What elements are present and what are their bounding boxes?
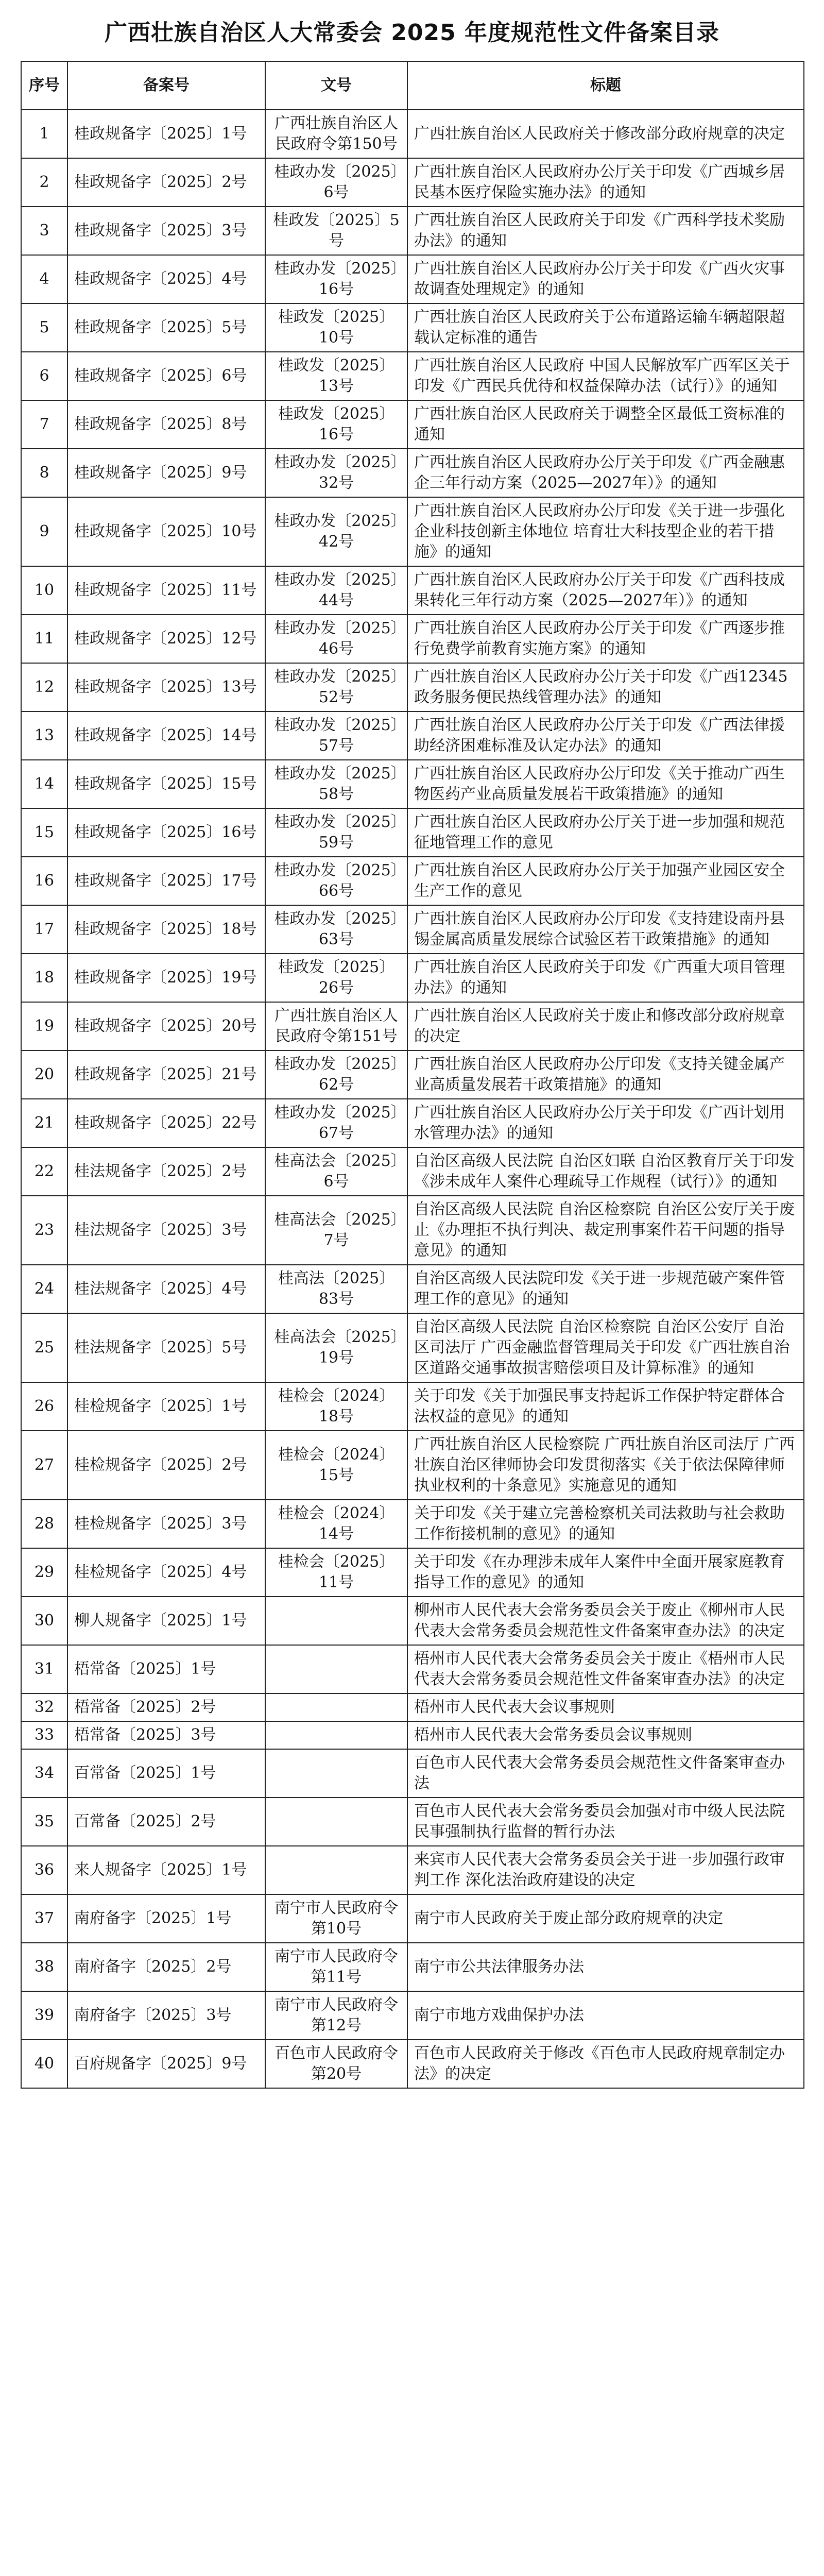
cell-title: 百色市人民代表大会常务委员会规范性文件备案审查办法 (407, 1749, 804, 1798)
cell-doc: 桂政办发〔2025〕67号 (265, 1099, 407, 1147)
cell-title: 广西壮族自治区人民检察院 广西壮族自治区司法厅 广西壮族自治区律师协会印发贯彻落实《关于依法保障律师执业权利的十条意见》实施意见的通知 (407, 1431, 804, 1500)
cell-title: 广西壮族自治区人民政府办公厅关于加强产业园区安全生产工作的意见 (407, 857, 804, 905)
cell-no: 40 (21, 2040, 67, 2088)
cell-title: 广西壮族自治区人民政府关于修改部分政府规章的决定 (407, 110, 804, 158)
table-row (21, 1265, 804, 1313)
cell-doc: 桂检会〔2025〕11号 (265, 1548, 407, 1597)
table-row (21, 615, 804, 663)
table-row (21, 110, 804, 158)
cell-record: 桂法规备字〔2025〕2号 (67, 1147, 265, 1196)
cell-no: 26 (21, 1382, 67, 1431)
cell-title: 广西壮族自治区人民政府关于印发《广西重大项目管理办法》的通知 (407, 954, 804, 1002)
cell-title: 百色市人民代表大会常务委员会加强对市中级人民法院民事强制执行监督的暂行办法 (407, 1798, 804, 1846)
cell-record: 柳人规备字〔2025〕1号 (67, 1597, 265, 1645)
cell-doc: 桂政发〔2025〕16号 (265, 400, 407, 449)
cell-record: 桂政规备字〔2025〕16号 (67, 808, 265, 857)
table-row (21, 1500, 804, 1548)
cell-doc: 桂政办发〔2025〕58号 (265, 760, 407, 808)
table-row (21, 2040, 804, 2088)
cell-record: 桂政规备字〔2025〕22号 (67, 1099, 265, 1147)
cell-no: 15 (21, 808, 67, 857)
cell-doc: 桂政办发〔2025〕6号 (265, 158, 407, 207)
cell-no: 38 (21, 1943, 67, 1991)
cell-record: 南府备字〔2025〕2号 (67, 1943, 265, 1991)
cell-title: 广西壮族自治区人民政府办公厅关于印发《广西科技成果转化三年行动方案（2025—2027年）》的通知 (407, 566, 804, 615)
cell-doc: 桂高法会〔2025〕7号 (265, 1196, 407, 1265)
table-row (21, 1382, 804, 1431)
cell-no: 27 (21, 1431, 67, 1500)
cell-doc: 广西壮族自治区人民政府令第150号 (265, 110, 407, 158)
cell-title: 广西壮族自治区人民政府关于印发《广西科学技术奖励办法》的通知 (407, 207, 804, 255)
cell-record: 桂政规备字〔2025〕3号 (67, 207, 265, 255)
cell-title: 广西壮族自治区人民政府办公厅印发《支持建设南丹县锡金属高质量发展综合试验区若干政策措施》的通知 (407, 905, 804, 954)
table-row (21, 954, 804, 1002)
table-row (21, 1749, 804, 1798)
cell-doc: 桂政发〔2025〕5号 (265, 207, 407, 255)
cell-title: 自治区高级人民法院 自治区检察院 自治区公安厅 自治区司法厅 广西金融监督管理局关于印发《广西壮族自治区道路交通事故损害赔偿项目及计算标准》的通知 (407, 1313, 804, 1382)
cell-record: 桂政规备字〔2025〕2号 (67, 158, 265, 207)
cell-doc: 桂政办发〔2025〕42号 (265, 497, 407, 566)
cell-record: 桂检规备字〔2025〕3号 (67, 1500, 265, 1548)
cell-title: 广西壮族自治区人民政府办公厅关于进一步加强和规范征地管理工作的意见 (407, 808, 804, 857)
cell-doc: 桂政办发〔2025〕32号 (265, 449, 407, 497)
table-row (21, 1196, 804, 1265)
cell-doc: 桂检会〔2024〕14号 (265, 1500, 407, 1548)
table-row (21, 352, 804, 400)
table-row (21, 566, 804, 615)
cell-title: 关于印发《关于建立完善检察机关司法救助与社会救助工作衔接机制的意见》的通知 (407, 1500, 804, 1548)
cell-doc: 桂高法会〔2025〕19号 (265, 1313, 407, 1382)
cell-title: 来宾市人民代表大会常务委员会关于进一步加强行政审判工作 深化法治政府建设的决定 (407, 1846, 804, 1894)
cell-record: 桂检规备字〔2025〕2号 (67, 1431, 265, 1500)
table-row (21, 1147, 804, 1196)
cell-doc: 南宁市人民政府令第12号 (265, 1991, 407, 2040)
cell-doc: 桂检会〔2024〕15号 (265, 1431, 407, 1500)
header-title: 标题 (407, 61, 804, 110)
cell-no: 18 (21, 954, 67, 1002)
cell-no: 30 (21, 1597, 67, 1645)
cell-record: 桂政规备字〔2025〕4号 (67, 255, 265, 303)
cell-record: 桂法规备字〔2025〕4号 (67, 1265, 265, 1313)
table-row (21, 1313, 804, 1382)
cell-record: 南府备字〔2025〕3号 (67, 1991, 265, 2040)
cell-doc: 桂政发〔2025〕10号 (265, 303, 407, 352)
cell-title: 南宁市人民政府关于废止部分政府规章的决定 (407, 1894, 804, 1943)
cell-title: 广西壮族自治区人民政府办公厅印发《关于进一步强化企业科技创新主体地位 培育壮大科技型企业的若干措施》的通知 (407, 497, 804, 566)
cell-title: 梧州市人民代表大会议事规则 (407, 1693, 804, 1721)
table-row (21, 1991, 804, 2040)
cell-no: 28 (21, 1500, 67, 1548)
cell-doc (265, 1721, 407, 1749)
cell-no: 20 (21, 1050, 67, 1099)
cell-doc: 桂高法会〔2025〕6号 (265, 1147, 407, 1196)
cell-no: 33 (21, 1721, 67, 1749)
cell-doc: 南宁市人民政府令第11号 (265, 1943, 407, 1991)
cell-record: 梧常备〔2025〕2号 (67, 1693, 265, 1721)
document-title: 广西壮族自治区人大常委会 2025 年度规范性文件备案目录 (104, 20, 720, 46)
cell-title: 关于印发《在办理涉未成年人案件中全面开展家庭教育指导工作的意见》的通知 (407, 1548, 804, 1597)
cell-title: 广西壮族自治区人民政府关于调整全区最低工资标准的通知 (407, 400, 804, 449)
table-row (21, 1846, 804, 1894)
cell-doc: 桂政发〔2025〕26号 (265, 954, 407, 1002)
table-row (21, 1943, 804, 1991)
table-row (21, 1050, 804, 1099)
cell-doc: 桂检会〔2024〕18号 (265, 1382, 407, 1431)
cell-record: 梧常备〔2025〕3号 (67, 1721, 265, 1749)
table-row (21, 1645, 804, 1693)
cell-no: 39 (21, 1991, 67, 2040)
table-row (21, 711, 804, 760)
table-row (21, 158, 804, 207)
cell-record: 桂政规备字〔2025〕10号 (67, 497, 265, 566)
cell-record: 桂政规备字〔2025〕17号 (67, 857, 265, 905)
cell-no: 24 (21, 1265, 67, 1313)
cell-record: 桂政规备字〔2025〕14号 (67, 711, 265, 760)
cell-no: 4 (21, 255, 67, 303)
cell-record: 桂检规备字〔2025〕1号 (67, 1382, 265, 1431)
cell-record: 桂政规备字〔2025〕1号 (67, 110, 265, 158)
cell-doc (265, 1693, 407, 1721)
cell-record: 桂政规备字〔2025〕6号 (67, 352, 265, 400)
table-row (21, 400, 804, 449)
table-row (21, 1548, 804, 1597)
cell-title: 广西壮族自治区人民政府办公厅关于印发《广西法律援助经济困难标准及认定办法》的通知 (407, 711, 804, 760)
cell-doc: 桂政发〔2025〕13号 (265, 352, 407, 400)
cell-no: 8 (21, 449, 67, 497)
table-row (21, 760, 804, 808)
table-row (21, 207, 804, 255)
cell-record: 桂法规备字〔2025〕5号 (67, 1313, 265, 1382)
cell-no: 35 (21, 1798, 67, 1846)
record-table (21, 61, 804, 2089)
cell-title: 广西壮族自治区人民政府 中国人民解放军广西军区关于印发《广西民兵优待和权益保障办法（试行）》的通知 (407, 352, 804, 400)
table-row (21, 1099, 804, 1147)
cell-no: 5 (21, 303, 67, 352)
cell-record: 桂政规备字〔2025〕18号 (67, 905, 265, 954)
cell-no: 17 (21, 905, 67, 954)
cell-record: 桂政规备字〔2025〕12号 (67, 615, 265, 663)
header-record: 备案号 (67, 61, 265, 110)
cell-doc (265, 1597, 407, 1645)
cell-title: 南宁市公共法律服务办法 (407, 1943, 804, 1991)
cell-title: 自治区高级人民法院 自治区妇联 自治区教育厅关于印发《涉未成年人案件心理疏导工作规程（试行）》的通知 (407, 1147, 804, 1196)
cell-title: 柳州市人民代表大会常务委员会关于废止《柳州市人民代表大会常务委员会规范性文件备案审查办法》的决定 (407, 1597, 804, 1645)
cell-record: 桂政规备字〔2025〕20号 (67, 1002, 265, 1050)
cell-no: 1 (21, 110, 67, 158)
cell-doc: 桂高法〔2025〕83号 (265, 1265, 407, 1313)
cell-no: 13 (21, 711, 67, 760)
cell-record: 桂政规备字〔2025〕5号 (67, 303, 265, 352)
table-row (21, 1721, 804, 1749)
cell-no: 34 (21, 1749, 67, 1798)
cell-doc: 南宁市人民政府令第10号 (265, 1894, 407, 1943)
cell-record: 来人规备字〔2025〕1号 (67, 1846, 265, 1894)
cell-no: 2 (21, 158, 67, 207)
cell-title: 自治区高级人民法院 自治区检察院 自治区公安厅关于废止《办理拒不执行判决、裁定刑事案件若干问题的指导意见》的通知 (407, 1196, 804, 1265)
cell-title: 广西壮族自治区人民政府办公厅关于印发《广西金融惠企三年行动方案（2025—2027年）》的通知 (407, 449, 804, 497)
cell-no: 25 (21, 1313, 67, 1382)
table-row (21, 303, 804, 352)
cell-doc (265, 1749, 407, 1798)
cell-doc: 广西壮族自治区人民政府令第151号 (265, 1002, 407, 1050)
cell-no: 32 (21, 1693, 67, 1721)
cell-no: 11 (21, 615, 67, 663)
cell-title: 广西壮族自治区人民政府关于公布道路运输车辆超限超载认定标准的通告 (407, 303, 804, 352)
cell-no: 23 (21, 1196, 67, 1265)
cell-title: 广西壮族自治区人民政府办公厅关于印发《广西城乡居民基本医疗保险实施办法》的通知 (407, 158, 804, 207)
cell-record: 桂政规备字〔2025〕8号 (67, 400, 265, 449)
table-row (21, 808, 804, 857)
cell-doc: 桂政办发〔2025〕62号 (265, 1050, 407, 1099)
cell-record: 桂政规备字〔2025〕11号 (67, 566, 265, 615)
cell-no: 37 (21, 1894, 67, 1943)
header-doc: 文号 (265, 61, 407, 110)
cell-record: 桂政规备字〔2025〕19号 (67, 954, 265, 1002)
cell-no: 36 (21, 1846, 67, 1894)
cell-record: 桂政规备字〔2025〕15号 (67, 760, 265, 808)
cell-record: 百府规备字〔2025〕9号 (67, 2040, 265, 2088)
table-row (21, 449, 804, 497)
cell-doc: 桂政办发〔2025〕44号 (265, 566, 407, 615)
cell-no: 3 (21, 207, 67, 255)
cell-record: 百常备〔2025〕1号 (67, 1749, 265, 1798)
cell-record: 桂检规备字〔2025〕4号 (67, 1548, 265, 1597)
cell-no: 31 (21, 1645, 67, 1693)
cell-record: 桂法规备字〔2025〕3号 (67, 1196, 265, 1265)
table-row (21, 255, 804, 303)
table-body (21, 110, 804, 2088)
cell-no: 6 (21, 352, 67, 400)
cell-doc: 桂政办发〔2025〕63号 (265, 905, 407, 954)
cell-title: 自治区高级人民法院印发《关于进一步规范破产案件管理工作的意见》的通知 (407, 1265, 804, 1313)
table-row (21, 1894, 804, 1943)
cell-no: 10 (21, 566, 67, 615)
table-header-row (21, 61, 804, 110)
cell-record: 桂政规备字〔2025〕13号 (67, 663, 265, 711)
table-row (21, 497, 804, 566)
cell-no: 14 (21, 760, 67, 808)
cell-doc (265, 1846, 407, 1894)
cell-doc: 桂政办发〔2025〕46号 (265, 615, 407, 663)
cell-no: 21 (21, 1099, 67, 1147)
cell-record: 百常备〔2025〕2号 (67, 1798, 265, 1846)
cell-no: 19 (21, 1002, 67, 1050)
cell-no: 29 (21, 1548, 67, 1597)
cell-title: 广西壮族自治区人民政府办公厅关于印发《广西火灾事故调查处理规定》的通知 (407, 255, 804, 303)
cell-title: 广西壮族自治区人民政府办公厅印发《关于推动广西生物医药产业高质量发展若干政策措施》的通知 (407, 760, 804, 808)
cell-title: 广西壮族自治区人民政府办公厅关于印发《广西计划用水管理办法》的通知 (407, 1099, 804, 1147)
cell-title: 南宁市地方戏曲保护办法 (407, 1991, 804, 2040)
cell-doc: 桂政办发〔2025〕52号 (265, 663, 407, 711)
cell-title: 关于印发《关于加强民事支持起诉工作保护特定群体合法权益的意见》的通知 (407, 1382, 804, 1431)
cell-doc: 桂政办发〔2025〕57号 (265, 711, 407, 760)
cell-record: 梧常备〔2025〕1号 (67, 1645, 265, 1693)
cell-no: 9 (21, 497, 67, 566)
cell-doc: 桂政办发〔2025〕66号 (265, 857, 407, 905)
cell-no: 7 (21, 400, 67, 449)
cell-title: 百色市人民政府关于修改《百色市人民政府规章制定办法》的决定 (407, 2040, 804, 2088)
cell-no: 12 (21, 663, 67, 711)
table-row (21, 1431, 804, 1500)
cell-doc: 桂政办发〔2025〕16号 (265, 255, 407, 303)
cell-record: 南府备字〔2025〕1号 (67, 1894, 265, 1943)
cell-no: 16 (21, 857, 67, 905)
cell-title: 广西壮族自治区人民政府办公厅印发《支持关键金属产业高质量发展若干政策措施》的通知 (407, 1050, 804, 1099)
document (21, 0, 803, 2089)
cell-no: 22 (21, 1147, 67, 1196)
cell-doc (265, 1798, 407, 1846)
cell-doc: 百色市人民政府令第20号 (265, 2040, 407, 2088)
table-row (21, 1597, 804, 1645)
table-row (21, 1002, 804, 1050)
cell-doc: 桂政办发〔2025〕59号 (265, 808, 407, 857)
table-row (21, 1693, 804, 1721)
cell-title: 广西壮族自治区人民政府办公厅关于印发《广西12345政务服务便民热线管理办法》的通知 (407, 663, 804, 711)
table-row (21, 1798, 804, 1846)
header-no: 序号 (21, 61, 67, 110)
table-row (21, 905, 804, 954)
cell-title: 广西壮族自治区人民政府关于废止和修改部分政府规章的决定 (407, 1002, 804, 1050)
cell-doc (265, 1645, 407, 1693)
table-row (21, 857, 804, 905)
cell-record: 桂政规备字〔2025〕9号 (67, 449, 265, 497)
cell-title: 广西壮族自治区人民政府办公厅关于印发《广西逐步推行免费学前教育实施方案》的通知 (407, 615, 804, 663)
cell-record: 桂政规备字〔2025〕21号 (67, 1050, 265, 1099)
cell-title: 梧州市人民代表大会常务委员会议事规则 (407, 1721, 804, 1749)
cell-title: 梧州市人民代表大会常务委员会关于废止《梧州市人民代表大会常务委员会规范性文件备案审查办法》的决定 (407, 1645, 804, 1693)
table-row (21, 663, 804, 711)
